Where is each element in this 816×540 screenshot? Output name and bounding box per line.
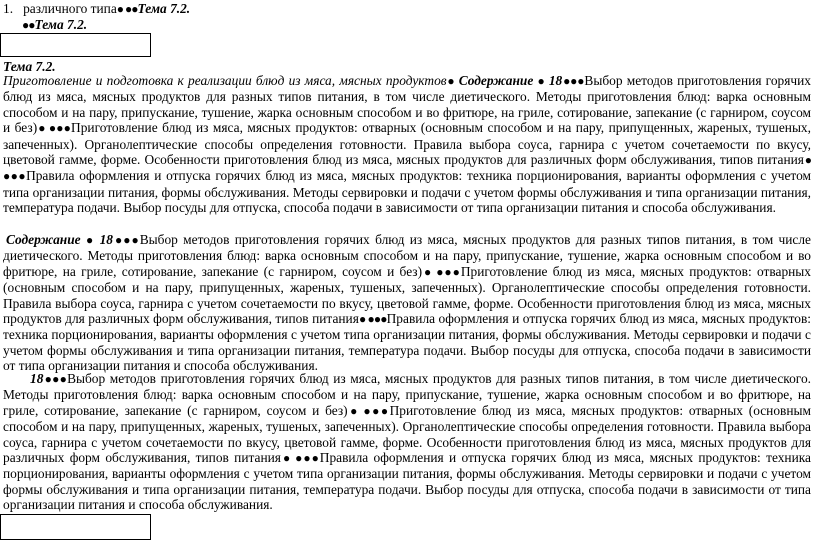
bullet-dots-icon: ●●● [43, 372, 68, 386]
content-text: Выбор методов приготовления горячих блюд из мяса, мясных продуктов для разных типов питания, в том числе диетического. Методы приготовления блюд: варка основным способом и на пару, припускание, тушение, жарка основным способом и во фритюре, на гриле, сотирование, запекание (с гарниром, соусом и без) [3, 73, 811, 136]
content-text: Правила оформления и отпуска горячих блюд из мяса, мясных продуктов: техника порционирования, варианты оформления с учетом типа организации питания, формы обслуживания. Методы сервировки и подачи с учетом формы обслуживания и типа организации питания, температура подачи. Выбор посуды для отпуска, способа подачи в зависимости от типа организации питания и способа обслуживания. [3, 311, 811, 374]
list-number: 1. [3, 1, 14, 16]
content-label: Содержание [6, 232, 81, 247]
hours-number: 18 [30, 371, 44, 386]
bullet-dots-icon: ● ●● [116, 2, 138, 16]
content-text: Приготовление блюд из мяса, мясных продуктов: отварных (основным способом и на пару, припущенных, жареных, тушеных, запеченных). Органолептические способы определения готовности. Правила выбора соуса, гарнира с учетом сочетаемости по вкусу, цветовой гамме, форме. Особенности приготовления блюд из мяса, мясных продуктов для различных форм обслуживания, типов питания [3, 402, 812, 466]
bullet-dots-icon: ●● [22, 18, 35, 32]
bullet-dots-icon: ● ●●● [37, 121, 72, 136]
content-text: Выбор методов приготовления горячих блюд из мяса, мясных продуктов для разных типов питания, в том числе диетического. Методы приготовления блюд: варка основным способом и на пару, припускание, тушение, жарка основным способом и во фритюре, на гриле, сотирование, запекание (с гарниром, соусом и без) [3, 232, 811, 279]
bullet-dots-icon: ● ●●● [358, 312, 387, 327]
empty-cell-box [0, 33, 151, 57]
content-text: Правила оформления и отпуска горячих блюд из мяса, мясных продуктов: техника порционирования, варианты оформления с учетом типа организации питания, формы обслуживания. Методы сервировки и подачи с учетом формы обслуживания и типа организации питания, температура подачи. Выбор посуды для отпуска, способа подачи в зависимости от типа организации питания и способа обслуживания. [3, 168, 811, 216]
bullet-dots-icon: ● ●●● [3, 153, 812, 184]
topic-label: Тема 7.2. [137, 1, 191, 16]
bullet-icon: ● [446, 74, 455, 88]
list-item [3, 1, 190, 17]
paragraph-3 [3, 371, 811, 513]
paragraph-2 [3, 232, 811, 374]
content-text: Выбор методов приготовления горячих блюд из мяса, мясных продуктов для разных типов питания, в том числе диетического. Методы приготовления блюд: варка основным способом и на пару, припускание, тушение, жарка основным способом и во фритюре, на гриле, сотирование, запекание (с гарниром, соусом и без) [3, 371, 811, 418]
bullet-dots-icon: ● ●●● [347, 403, 390, 418]
hours-number: 18 [99, 232, 113, 247]
content-text: Приготовление блюд из мяса, мясных продуктов: отварных (основным способом и на пару, припущенных, жареных, тушеных, запеченных). Органолептические способы определения готовности. Правила выбора соуса, гарнира с учетом сочетаемости по вкусу, цветовой гамме, форме. Особенности приготовления блюд из мяса, мясных продуктов для различных форм обслуживания, типов питания [3, 263, 811, 327]
content-label: Содержание [458, 73, 534, 88]
bullet-icon: ● [537, 74, 545, 88]
paragraph-1 [3, 73, 811, 216]
bullet-icon: ● [85, 233, 95, 247]
sub-topic-line [22, 17, 87, 33]
heading: Тема 7.2. [3, 59, 56, 74]
content-text: Приготовление блюд из мяса, мясных продуктов: отварных (основным способом и на пару, припущенных, жареных, тушеных, запеченных). Органолептические способы определения готовности. Правила выбора соуса, гарнира с учетом сочетаемости по вкусу, цветовой гамме, форме. Особенности приготовления блюд из мяса, мясных продуктов для различных форм обслуживания, типов питания [3, 120, 811, 168]
bullet-dots-icon: ●●● [562, 74, 585, 88]
bullet-dots-icon: ● ●●● [280, 451, 320, 466]
bullet-dots-icon: ●●● [112, 233, 140, 247]
empty-cell-box [0, 514, 151, 540]
sub-topic-label: Тема 7.2. [34, 17, 88, 32]
bullet-dots-icon: ● ●●● [422, 264, 461, 279]
hours-number: 18 [548, 73, 563, 88]
list-item-text: различного типа [23, 1, 117, 16]
topic-intro: Приготовление и подготовка к реализации блюд из мяса, мясных продуктов [3, 73, 447, 88]
content-text: Правила оформления и отпуска горячих блюд из мяса, мясных продуктов: техника порционирования, варианты оформления с учетом типа организации питания, формы обслуживания. Методы сервировки и подачи с учетом формы обслуживания и типа организации питания, температура подачи. Выбор посуды для отпуска, способа подачи в зависимости от типа организации питания и способа обслуживания. [3, 450, 811, 513]
